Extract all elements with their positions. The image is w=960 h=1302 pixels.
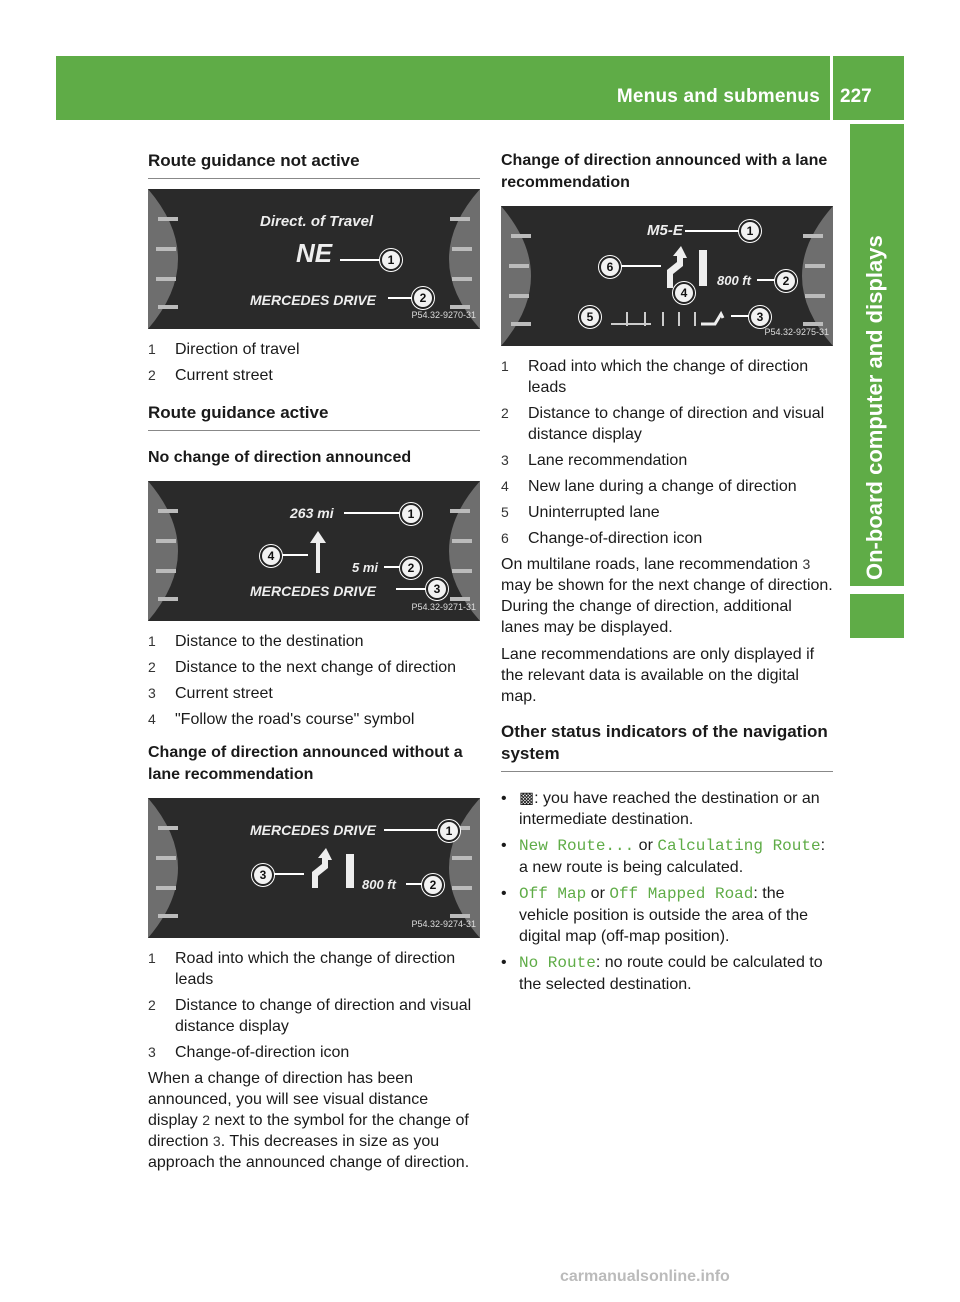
item-text: Lane recommendation	[528, 452, 688, 469]
item-text: Direction of travel	[175, 341, 300, 358]
leader-line	[621, 265, 661, 267]
paragraph: Lane recommendations are only displayed if the relevant data is available on the digital map.	[501, 646, 815, 705]
ref-3: 3	[802, 556, 811, 572]
display-message: Off Map	[519, 885, 587, 903]
callout-3: 3	[252, 864, 274, 886]
list-item	[148, 339, 480, 360]
fig2-next: 5 mi	[352, 560, 379, 575]
item-text: Road into which the change of direction leads	[175, 950, 456, 988]
text: On multilane roads, lane recommendation	[501, 556, 803, 573]
heading-active: Route guidance active	[148, 402, 480, 431]
leader-line	[282, 554, 308, 556]
leader-line	[757, 279, 775, 281]
item-number: 1	[148, 341, 156, 357]
item-text: Current street	[175, 685, 273, 702]
leader-line	[340, 259, 380, 261]
fig4-road: M5-E	[647, 222, 683, 239]
header-separator	[830, 56, 833, 120]
fig1-street: MERCEDES DRIVE	[250, 292, 377, 308]
list-item	[501, 356, 833, 398]
text: : a new route is being calculated.	[519, 837, 826, 876]
distance-bar	[699, 250, 707, 286]
list-item	[148, 1042, 480, 1063]
page-number: 227	[840, 86, 872, 107]
item-number: 2	[148, 367, 156, 383]
list-item	[148, 709, 480, 730]
text: When a change of direction has been announced, you will see visual distance display	[148, 1070, 429, 1129]
item-text: Distance to the next change of direction	[175, 659, 457, 676]
fig1-title: Direct. of Travel	[260, 213, 374, 230]
text: : the vehicle position is outside the area of the digital map (off-map position).	[519, 885, 809, 945]
section-title: Menus and submenus	[616, 86, 820, 107]
item-text: Current street	[175, 367, 273, 384]
figure-code: P54.32-9270-31	[411, 310, 476, 320]
heading-not-active: Route guidance not active	[148, 150, 480, 179]
left-column	[148, 150, 480, 1179]
callout-1: 1	[380, 249, 402, 271]
item-number: 4	[148, 711, 156, 727]
item-text: Distance to change of direction and visual distance display	[175, 997, 472, 1035]
item-number: 1	[501, 358, 509, 374]
item-text: New lane during a change of direction	[528, 478, 797, 495]
item-number: 4	[501, 478, 509, 494]
item-text: Change-of-direction icon	[528, 530, 703, 547]
heading-other-status: Other status indicators of the navigation system	[501, 721, 833, 772]
callout-1: 1	[400, 503, 422, 525]
leader-line	[406, 883, 422, 885]
text: or	[586, 885, 610, 902]
text: : you have reached the destination or an intermediate destination.	[519, 790, 820, 828]
leader-line	[685, 230, 739, 232]
bullet: •	[501, 885, 507, 902]
figure-code: P54.32-9275-31	[764, 327, 829, 337]
right-column	[501, 150, 833, 1000]
item-number: 3	[148, 1044, 156, 1060]
heading-no-change: No change of direction announced	[148, 449, 412, 466]
text: . This decreases in size as you approach the announced change of direction.	[148, 1133, 470, 1171]
distance-bar	[346, 854, 354, 888]
item-text: Change-of-direction icon	[175, 1044, 350, 1061]
side-tab-label: On-board computer and displays	[862, 235, 887, 580]
callout-2: 2	[775, 270, 797, 292]
item-text: Uninterrupted lane	[528, 504, 660, 521]
item-text: Road into which the change of direction leads	[528, 358, 809, 396]
figure-code: P54.32-9274-31	[411, 919, 476, 929]
callout-2: 2	[422, 874, 444, 896]
display-message: New Route...	[519, 837, 635, 855]
text: : no route could be calculated to the selected destination.	[519, 954, 823, 993]
display-message: No Route	[519, 954, 596, 972]
leader-line	[344, 512, 400, 514]
figure-without-lane	[148, 798, 480, 938]
display-message: Off Mapped Road	[609, 885, 754, 903]
list-item	[501, 450, 833, 471]
item-number: 6	[501, 530, 509, 546]
leader-line	[396, 588, 426, 590]
display-message: Calculating Route	[657, 837, 821, 855]
bullet: •	[501, 790, 507, 807]
ref-2: 2	[202, 1112, 211, 1128]
list-item	[148, 365, 480, 386]
paragraph	[148, 1068, 480, 1173]
callout-1: 1	[438, 820, 460, 842]
item-number: 5	[501, 504, 509, 520]
list-item	[501, 403, 833, 445]
figure-no-change	[148, 481, 480, 621]
bullet-item	[501, 835, 833, 878]
callout-5: 5	[579, 306, 601, 328]
item-number: 2	[148, 997, 156, 1013]
side-tab-marker	[850, 594, 904, 638]
ref-3: 3	[212, 1133, 221, 1149]
bullet-item	[501, 952, 833, 995]
callout-4: 4	[673, 282, 695, 304]
fig4-distance: 800 ft	[717, 273, 751, 288]
bullet-item	[501, 788, 833, 830]
fig3-distance: 800 ft	[362, 877, 396, 892]
figure-with-lane	[501, 206, 833, 346]
callout-6: 6	[599, 256, 621, 278]
text: may be shown for the next change of direction. During the change of direction, additional lanes may be displayed.	[501, 577, 833, 636]
leader-line	[274, 873, 304, 875]
list-item	[148, 995, 480, 1037]
item-text: Distance to the destination	[175, 633, 364, 650]
heading-without-lane: Change of direction announced without a lane recommendation	[148, 744, 463, 783]
callout-4: 4	[260, 545, 282, 567]
item-number: 1	[148, 633, 156, 649]
bullet: •	[501, 837, 507, 854]
fig2-distance: 263 mi	[290, 505, 334, 521]
fig2-street: MERCEDES DRIVE	[250, 583, 377, 599]
bullet: •	[501, 954, 507, 971]
leader-line	[731, 315, 749, 317]
item-number: 1	[148, 950, 156, 966]
list-item	[148, 683, 480, 704]
item-text: Distance to change of direction and visual distance display	[528, 405, 825, 443]
list-item	[148, 631, 480, 652]
callout-3: 3	[749, 306, 771, 328]
list-item	[148, 657, 480, 678]
leader-line	[384, 829, 438, 831]
paragraph	[501, 554, 833, 638]
callout-2: 2	[412, 287, 434, 309]
item-number: 3	[148, 685, 156, 701]
leader-line	[384, 566, 400, 568]
item-number: 2	[501, 405, 509, 421]
heading-with-lane: Change of direction announced with a lane recommendation	[501, 152, 828, 191]
checkered-flag-icon: ▩	[519, 790, 535, 807]
figure-not-active	[148, 189, 480, 329]
list-item	[148, 948, 480, 990]
callout-1: 1	[739, 220, 761, 242]
callout-2: 2	[400, 557, 422, 579]
figure-code: P54.32-9271-31	[411, 602, 476, 612]
list-item	[501, 528, 833, 549]
fig1-direction: NE	[296, 238, 333, 268]
text: or	[634, 837, 658, 854]
item-text: "Follow the road's course" symbol	[175, 711, 415, 728]
bullet-item	[501, 883, 833, 947]
callout-3: 3	[426, 578, 448, 600]
footer-watermark: carmanualsonline.info	[560, 1268, 730, 1285]
item-number: 3	[501, 452, 509, 468]
text: next to the symbol for the change of direction	[148, 1112, 469, 1150]
item-number: 2	[148, 659, 156, 675]
list-item	[501, 502, 833, 523]
leader-line	[388, 297, 412, 299]
fig3-street: MERCEDES DRIVE	[250, 822, 377, 838]
list-item	[501, 476, 833, 497]
